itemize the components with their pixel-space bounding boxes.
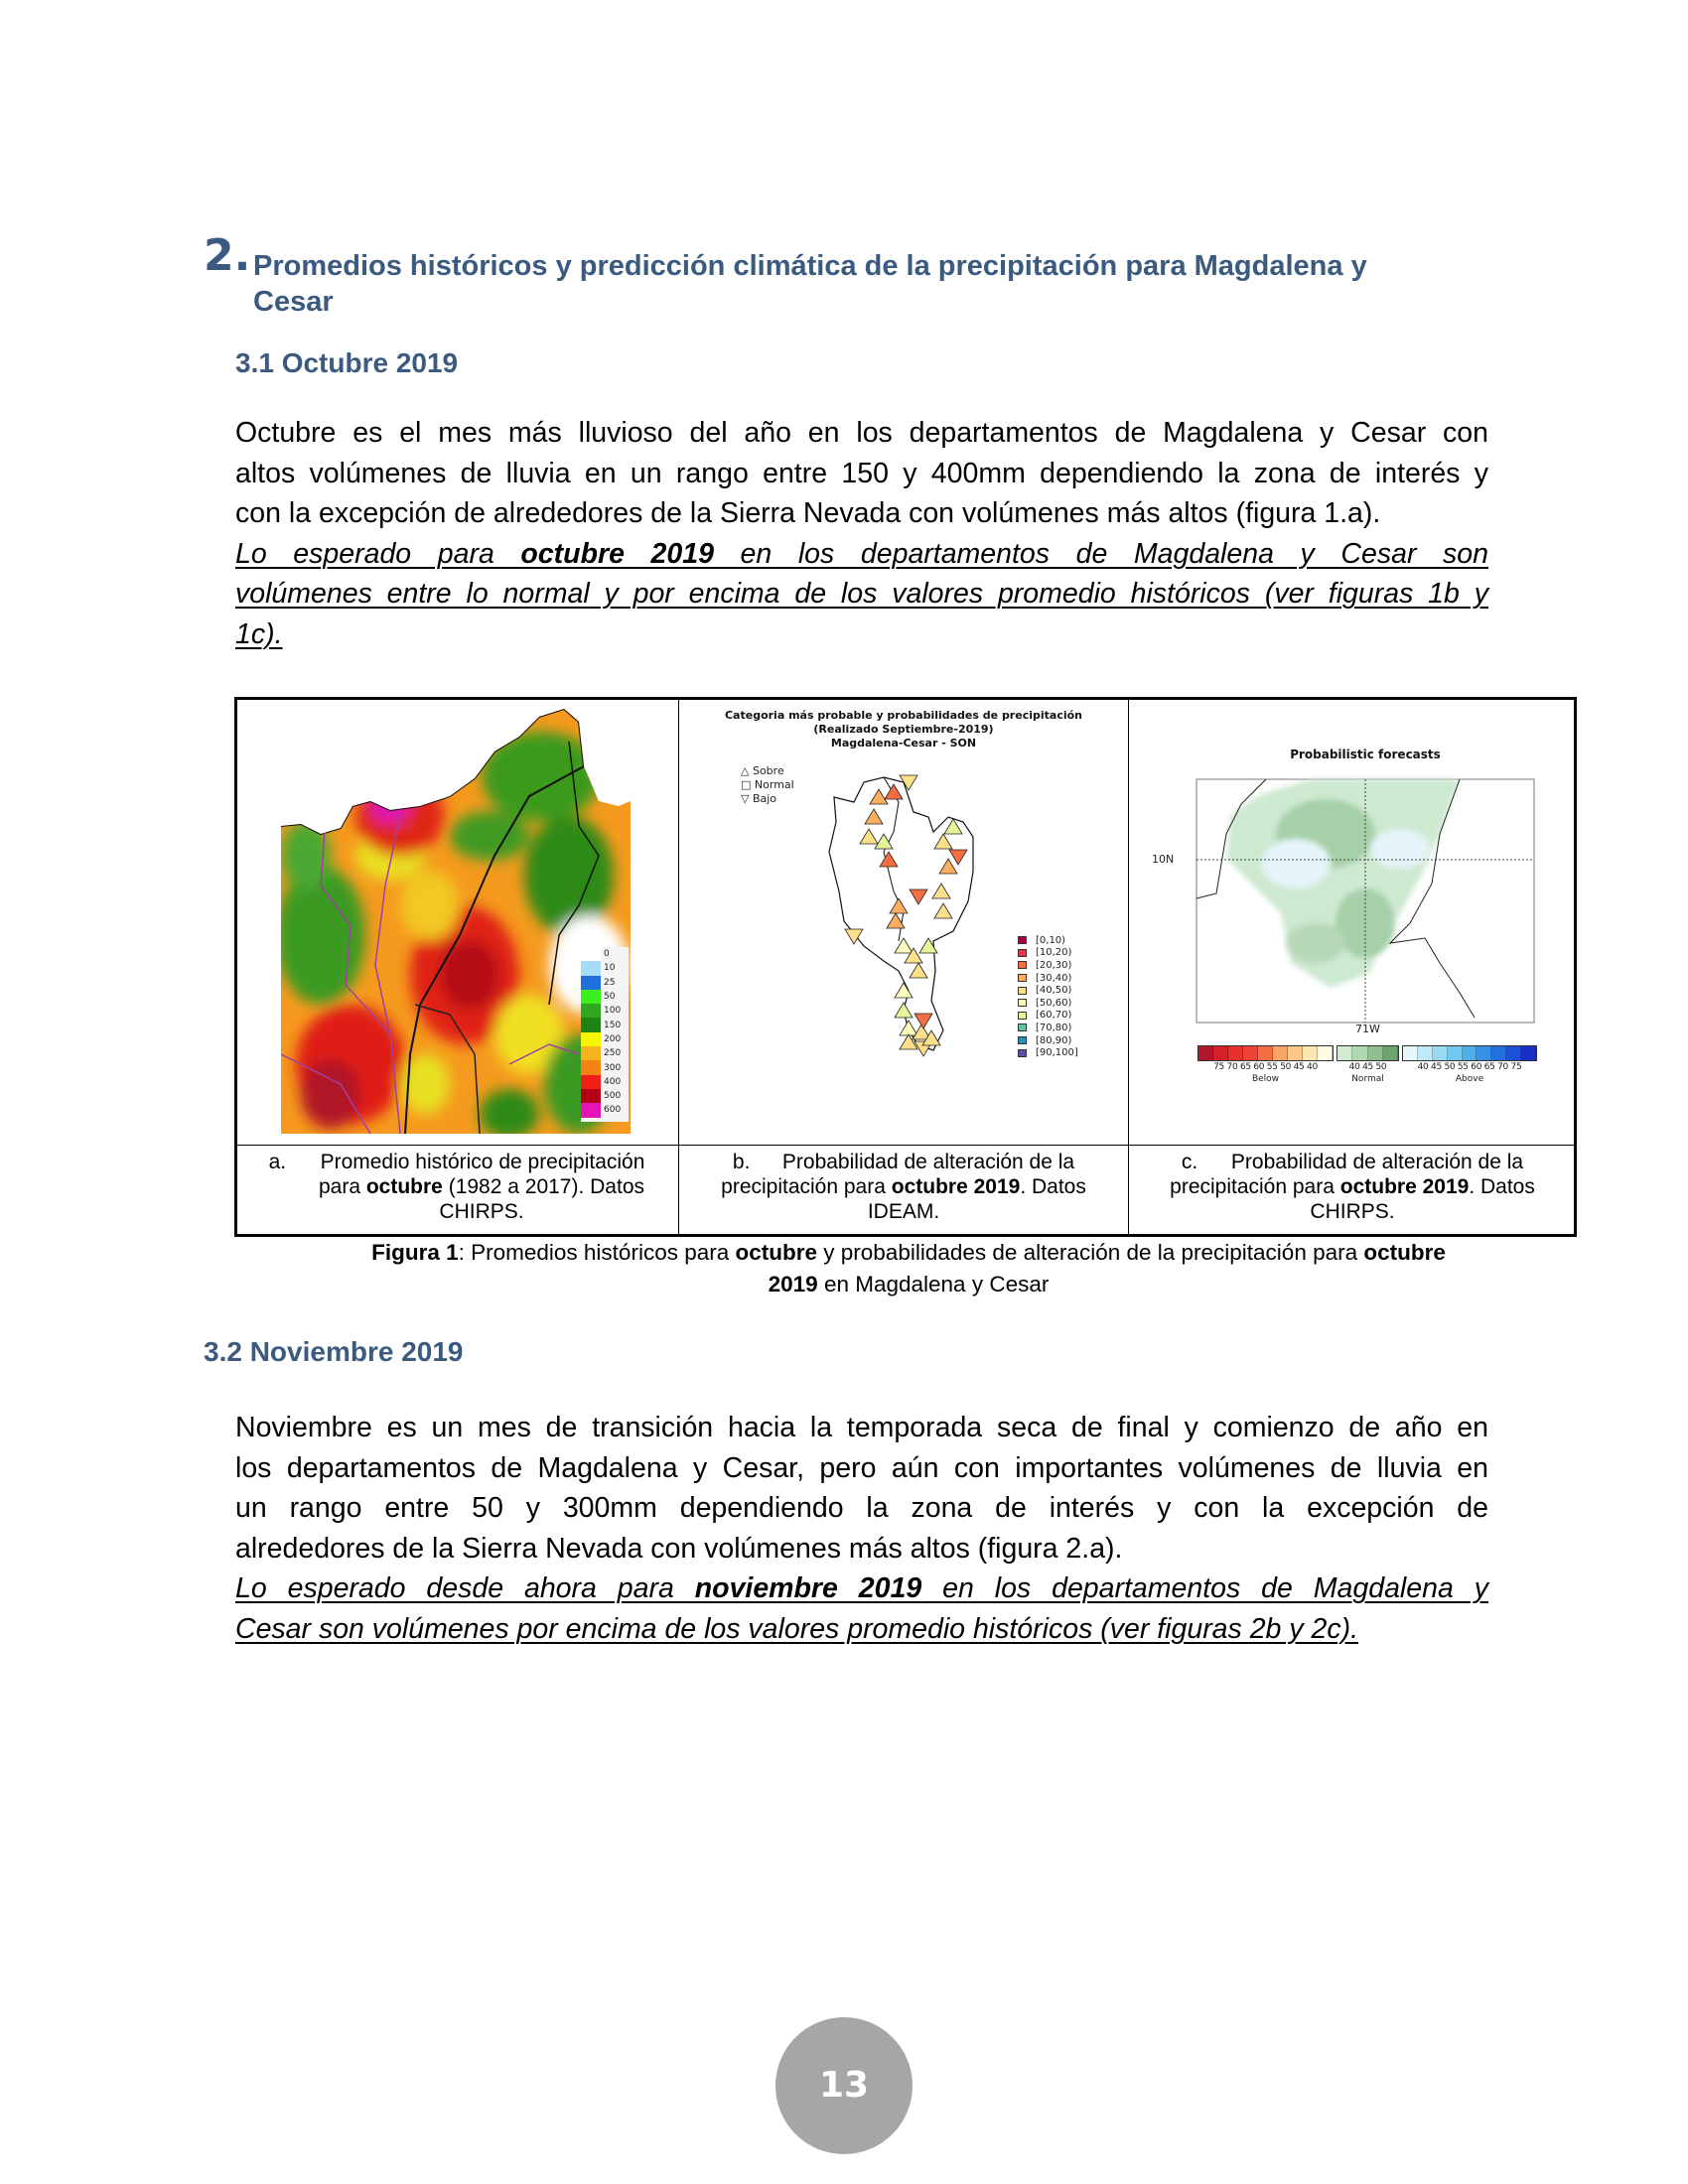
caption-text: : Promedios históricos para: [458, 1240, 736, 1265]
probability-legend: [1018, 934, 1078, 1059]
legend-label: 100: [604, 1006, 622, 1017]
legend-label: [50,60): [1036, 997, 1072, 1009]
page-number: 13: [775, 2017, 913, 2154]
legend-label: [60,70): [1036, 1010, 1072, 1022]
probability-legend-item: [1018, 1046, 1078, 1059]
rainfall-legend-item: [581, 961, 629, 975]
colorbar-group-below: [1197, 1045, 1334, 1061]
emph-bold: noviembre 2019: [694, 1572, 922, 1604]
colorbar-segment: [1521, 1046, 1536, 1060]
caption-text: para: [318, 1175, 366, 1198]
caption-bold: octubre: [365, 1175, 443, 1198]
paragraph-line: Octubre es el mes más lluvioso del año en los departamentos de Magdalena y Cesar con: [235, 417, 1488, 449]
legend-swatch: [581, 1046, 601, 1060]
caption-text: en Magdalena y Cesar: [817, 1272, 1050, 1297]
probability-legend-item: [1018, 934, 1078, 947]
colorbar-group-label: Normal: [1351, 1074, 1384, 1084]
rainfall-legend-item: [581, 1046, 629, 1060]
emph-bold: octubre 2019: [520, 537, 714, 570]
panel-b-title: [695, 709, 1112, 751]
colorbar-segment: [1198, 1046, 1213, 1060]
colorbar-segment: [1243, 1046, 1258, 1060]
emph-text: en los departamentos de Magdalena y: [921, 1572, 1488, 1604]
probability-legend-item: [1018, 959, 1078, 972]
legend-sobre: [741, 764, 794, 778]
legend-swatch: [581, 961, 601, 975]
caption-c: [1129, 1150, 1576, 1224]
colorbar-segment: [1337, 1046, 1352, 1060]
legend-label: 10: [604, 963, 616, 974]
paragraph-line: con la excepción de alrededores de la Sierra Nevada con volúmenes más altos (figura 1.a).: [235, 497, 1381, 529]
figure-caption-line: [238, 1269, 1579, 1300]
probability-colorbar: [1197, 1045, 1535, 1090]
caption-letter: b.: [732, 1151, 751, 1173]
colorbar-segment: [1368, 1046, 1383, 1060]
section-title: [253, 248, 1465, 320]
caption-letter: c.: [1181, 1151, 1198, 1173]
caption-text: precipitación para: [721, 1175, 892, 1198]
november-paragraph: [235, 1408, 1488, 1649]
emphasis-line: Cesar son volúmenes por encima de los valores promedio históricos (ver figuras 2b y 2c).: [235, 1612, 1358, 1645]
colorbar-segment: [1213, 1046, 1228, 1060]
legend-label: [70,80): [1036, 1022, 1072, 1033]
emphasis-line: [235, 534, 1488, 575]
legend-swatch: [1018, 999, 1027, 1007]
legend-label: [10,20): [1036, 947, 1072, 959]
latitude-label: 10N: [1152, 853, 1175, 866]
caption-line: [679, 1174, 1128, 1199]
subsection-heading-october: 3.1 Octubre 2019: [235, 347, 459, 378]
colorbar-group-label: Below: [1251, 1074, 1280, 1084]
legend-swatch: [581, 1018, 601, 1031]
legend-swatch: [1018, 1012, 1027, 1020]
rainfall-legend-item: [581, 1103, 629, 1117]
caption-text: Promedio histórico de precipitación: [320, 1151, 645, 1173]
colorbar-segment: [1228, 1046, 1243, 1060]
caption-line: [1129, 1150, 1576, 1174]
legend-swatch: [1018, 1036, 1027, 1044]
down-triangle-icon: ▽: [741, 792, 750, 805]
rainfall-legend-item: [581, 990, 629, 1004]
colorbar-group-normal: [1336, 1045, 1399, 1061]
caption-text: precipitación para: [1170, 1175, 1340, 1198]
section-title-line-1: Promedios históricos y predicción climática de la precipitación para Magdalena y: [253, 250, 1367, 282]
emph-text: en los departamentos de Magdalena y Cesar son: [713, 537, 1488, 570]
colorbar-segment: [1463, 1046, 1477, 1060]
caption-line: [237, 1174, 676, 1199]
caption-text: . Datos: [1020, 1175, 1086, 1198]
caption-text: (1982 a 2017). Datos: [442, 1175, 645, 1198]
legend-swatch: [581, 1060, 601, 1074]
caption-line: [1129, 1174, 1576, 1199]
caption-a: [237, 1150, 676, 1224]
probability-legend-item: [1018, 1022, 1078, 1034]
section-title-line-2: Cesar: [253, 286, 334, 318]
rainfall-legend-item: [581, 947, 629, 961]
legend-normal: [741, 778, 794, 792]
legend-label: [20,30): [1036, 959, 1072, 971]
legend-swatch: [1018, 1049, 1027, 1057]
legend-swatch: [1018, 949, 1027, 957]
probability-legend-item: [1018, 1010, 1078, 1023]
legend-label: 500: [604, 1091, 622, 1102]
probability-legend-item: [1018, 984, 1078, 997]
probability-legend-item: [1018, 1034, 1078, 1047]
paragraph-line: altos volúmenes de lluvia en un rango entre 150 y 400mm dependiendo la zona de interés y: [235, 457, 1488, 489]
legend-swatch: [581, 990, 601, 1004]
legend-swatch: [1018, 987, 1027, 995]
legend-label: 250: [604, 1048, 622, 1059]
probability-legend-item: [1018, 997, 1078, 1010]
colorbar-segment: [1477, 1046, 1491, 1060]
legend-swatch: [1018, 936, 1027, 944]
legend-label: 600: [604, 1105, 622, 1116]
panel-b-title-line: (Realizado Septiembre-2019): [813, 723, 994, 736]
legend-swatch: [581, 1032, 601, 1046]
rainfall-legend: [581, 947, 629, 1122]
legend-label: Bajo: [752, 792, 777, 805]
colorbar-segment: [1288, 1046, 1303, 1060]
colorbar-segment: [1448, 1046, 1463, 1060]
legend-label: [30,40): [1036, 972, 1072, 984]
colorbar-segment: [1433, 1046, 1448, 1060]
colorbar-segment: [1403, 1046, 1418, 1060]
caption-line: [237, 1150, 676, 1174]
up-triangle-icon: △: [741, 764, 750, 777]
square-icon: □: [741, 778, 752, 791]
caption-bold: octubre 2019: [1339, 1175, 1470, 1198]
emphasis-line: volúmenes entre lo normal y por encima de los valores promedio históricos (ver figuras 1b y: [235, 578, 1488, 610]
october-paragraph: [235, 413, 1488, 654]
subsection-heading-november: 3.2 Noviembre 2019: [204, 1336, 464, 1367]
legend-swatch: [581, 1075, 601, 1089]
legend-label: 400: [604, 1076, 622, 1087]
legend-label: [80,90): [1036, 1034, 1072, 1046]
caption-letter: a.: [268, 1151, 287, 1173]
caption-line: CHIRPS.: [1310, 1200, 1395, 1223]
paragraph-line: Noviembre es un mes de transición hacia la temporada seca de final y comienzo de año en: [235, 1412, 1488, 1443]
colorbar-segment: [1318, 1046, 1333, 1060]
caption-bold: octubre: [1363, 1240, 1446, 1265]
rainfall-legend-item: [581, 1032, 629, 1046]
caption-bold: 2019: [768, 1272, 818, 1297]
section-number: 2.: [204, 230, 251, 281]
colorbar-segment: [1506, 1046, 1521, 1060]
colorbar-segment: [1273, 1046, 1288, 1060]
emph-text: Lo esperado para: [235, 537, 521, 570]
colorbar-ticks: 40 45 50: [1348, 1062, 1387, 1072]
rainfall-legend-item: [581, 1075, 629, 1089]
figure-label: Figura 1: [371, 1240, 459, 1265]
legend-label: [40,50): [1036, 985, 1072, 997]
figure-caption-line: [238, 1237, 1579, 1269]
caption-text: y probabilidades de alteración de la precipitación para: [817, 1240, 1364, 1265]
category-symbol-legend: [741, 764, 794, 806]
paragraph-line: los departamentos de Magdalena y Cesar, pero aún con importantes volúmenes de lluvia en: [235, 1451, 1488, 1484]
figure-1-caption: [238, 1237, 1579, 1300]
legend-label: 200: [604, 1033, 622, 1044]
longitude-label: 71W: [1355, 1023, 1380, 1035]
legend-label: Sobre: [752, 764, 784, 777]
probabilistic-forecast-map: [1172, 774, 1549, 1034]
colorbar-segment: [1352, 1046, 1367, 1060]
colorbar-segment: [1303, 1046, 1318, 1060]
caption-bold: octubre 2019: [891, 1175, 1021, 1198]
panel-b-title-line: Categoria más probable y probabilidades de precipitación: [724, 709, 1082, 722]
legend-swatch: [581, 947, 601, 961]
legend-label: 0: [604, 949, 610, 960]
legend-label: Normal: [754, 778, 794, 791]
caption-text: . Datos: [1469, 1175, 1535, 1198]
probability-legend-item: [1018, 947, 1078, 960]
caption-line: IDEAM.: [867, 1200, 940, 1223]
rainfall-legend-item: [581, 1089, 629, 1103]
paragraph-line: un rango entre 50 y 300mm dependiendo la zona de interés y con la excepción de: [235, 1492, 1488, 1524]
colorbar-group-label: Above: [1455, 1074, 1484, 1084]
legend-label: 150: [604, 1020, 622, 1030]
legend-swatch: [581, 1103, 601, 1117]
legend-label: [90,100]: [1036, 1047, 1078, 1059]
emphasis-line: 1c).: [235, 617, 283, 650]
emphasis-line: [235, 1569, 1488, 1609]
legend-label: 300: [604, 1062, 622, 1073]
caption-b: [679, 1150, 1128, 1224]
colorbar-ticks: 75 70 65 60 55 50 45 40: [1213, 1062, 1318, 1072]
legend-swatch: [581, 1004, 601, 1018]
colorbar-ticks: 40 45 50 55 60 65 70 75: [1417, 1062, 1522, 1072]
legend-label: 50: [604, 992, 616, 1003]
colorbar-segment: [1418, 1046, 1433, 1060]
emph-text: Lo esperado desde ahora para: [235, 1572, 695, 1604]
caption-bold: octubre: [735, 1240, 818, 1265]
probability-legend-item: [1018, 972, 1078, 985]
probability-legend-items: [1018, 934, 1078, 1059]
legend-swatch: [1018, 974, 1027, 982]
rainfall-legend-item: [581, 1004, 629, 1018]
colorbar-segment: [1491, 1046, 1506, 1060]
legend-bajo: [741, 792, 794, 806]
colorbar-group-above: [1402, 1045, 1537, 1061]
rainfall-legend-item: [581, 976, 629, 990]
station-probability-map: [824, 772, 1003, 1060]
legend-swatch: [581, 976, 601, 990]
panel-c-title: Probabilistic forecasts: [1290, 748, 1441, 761]
caption-line: CHIRPS.: [439, 1200, 524, 1223]
legend-swatch: [1018, 1024, 1027, 1031]
legend-swatch: [1018, 961, 1027, 969]
caption-text: Probabilidad de alteración de la: [781, 1151, 1075, 1173]
caption-line: [679, 1150, 1128, 1174]
colorbar-segment: [1383, 1046, 1398, 1060]
rainfall-legend-item: [581, 1018, 629, 1031]
rainfall-legend-items: [581, 947, 629, 1118]
rainfall-legend-item: [581, 1060, 629, 1074]
rainfall-climatology-map: [281, 707, 631, 1134]
legend-swatch: [581, 1089, 601, 1103]
legend-label: [0,10): [1036, 934, 1066, 946]
legend-label: 25: [604, 977, 616, 988]
row-divider: [237, 1145, 1574, 1146]
colorbar-segment: [1258, 1046, 1273, 1060]
panel-b-title-line: Magdalena-Cesar - SON: [830, 737, 977, 750]
paragraph-line: alrededores de la Sierra Nevada con volúmenes más altos (figura 2.a).: [235, 1532, 1123, 1565]
caption-text: Probabilidad de alteración de la: [1230, 1151, 1524, 1173]
